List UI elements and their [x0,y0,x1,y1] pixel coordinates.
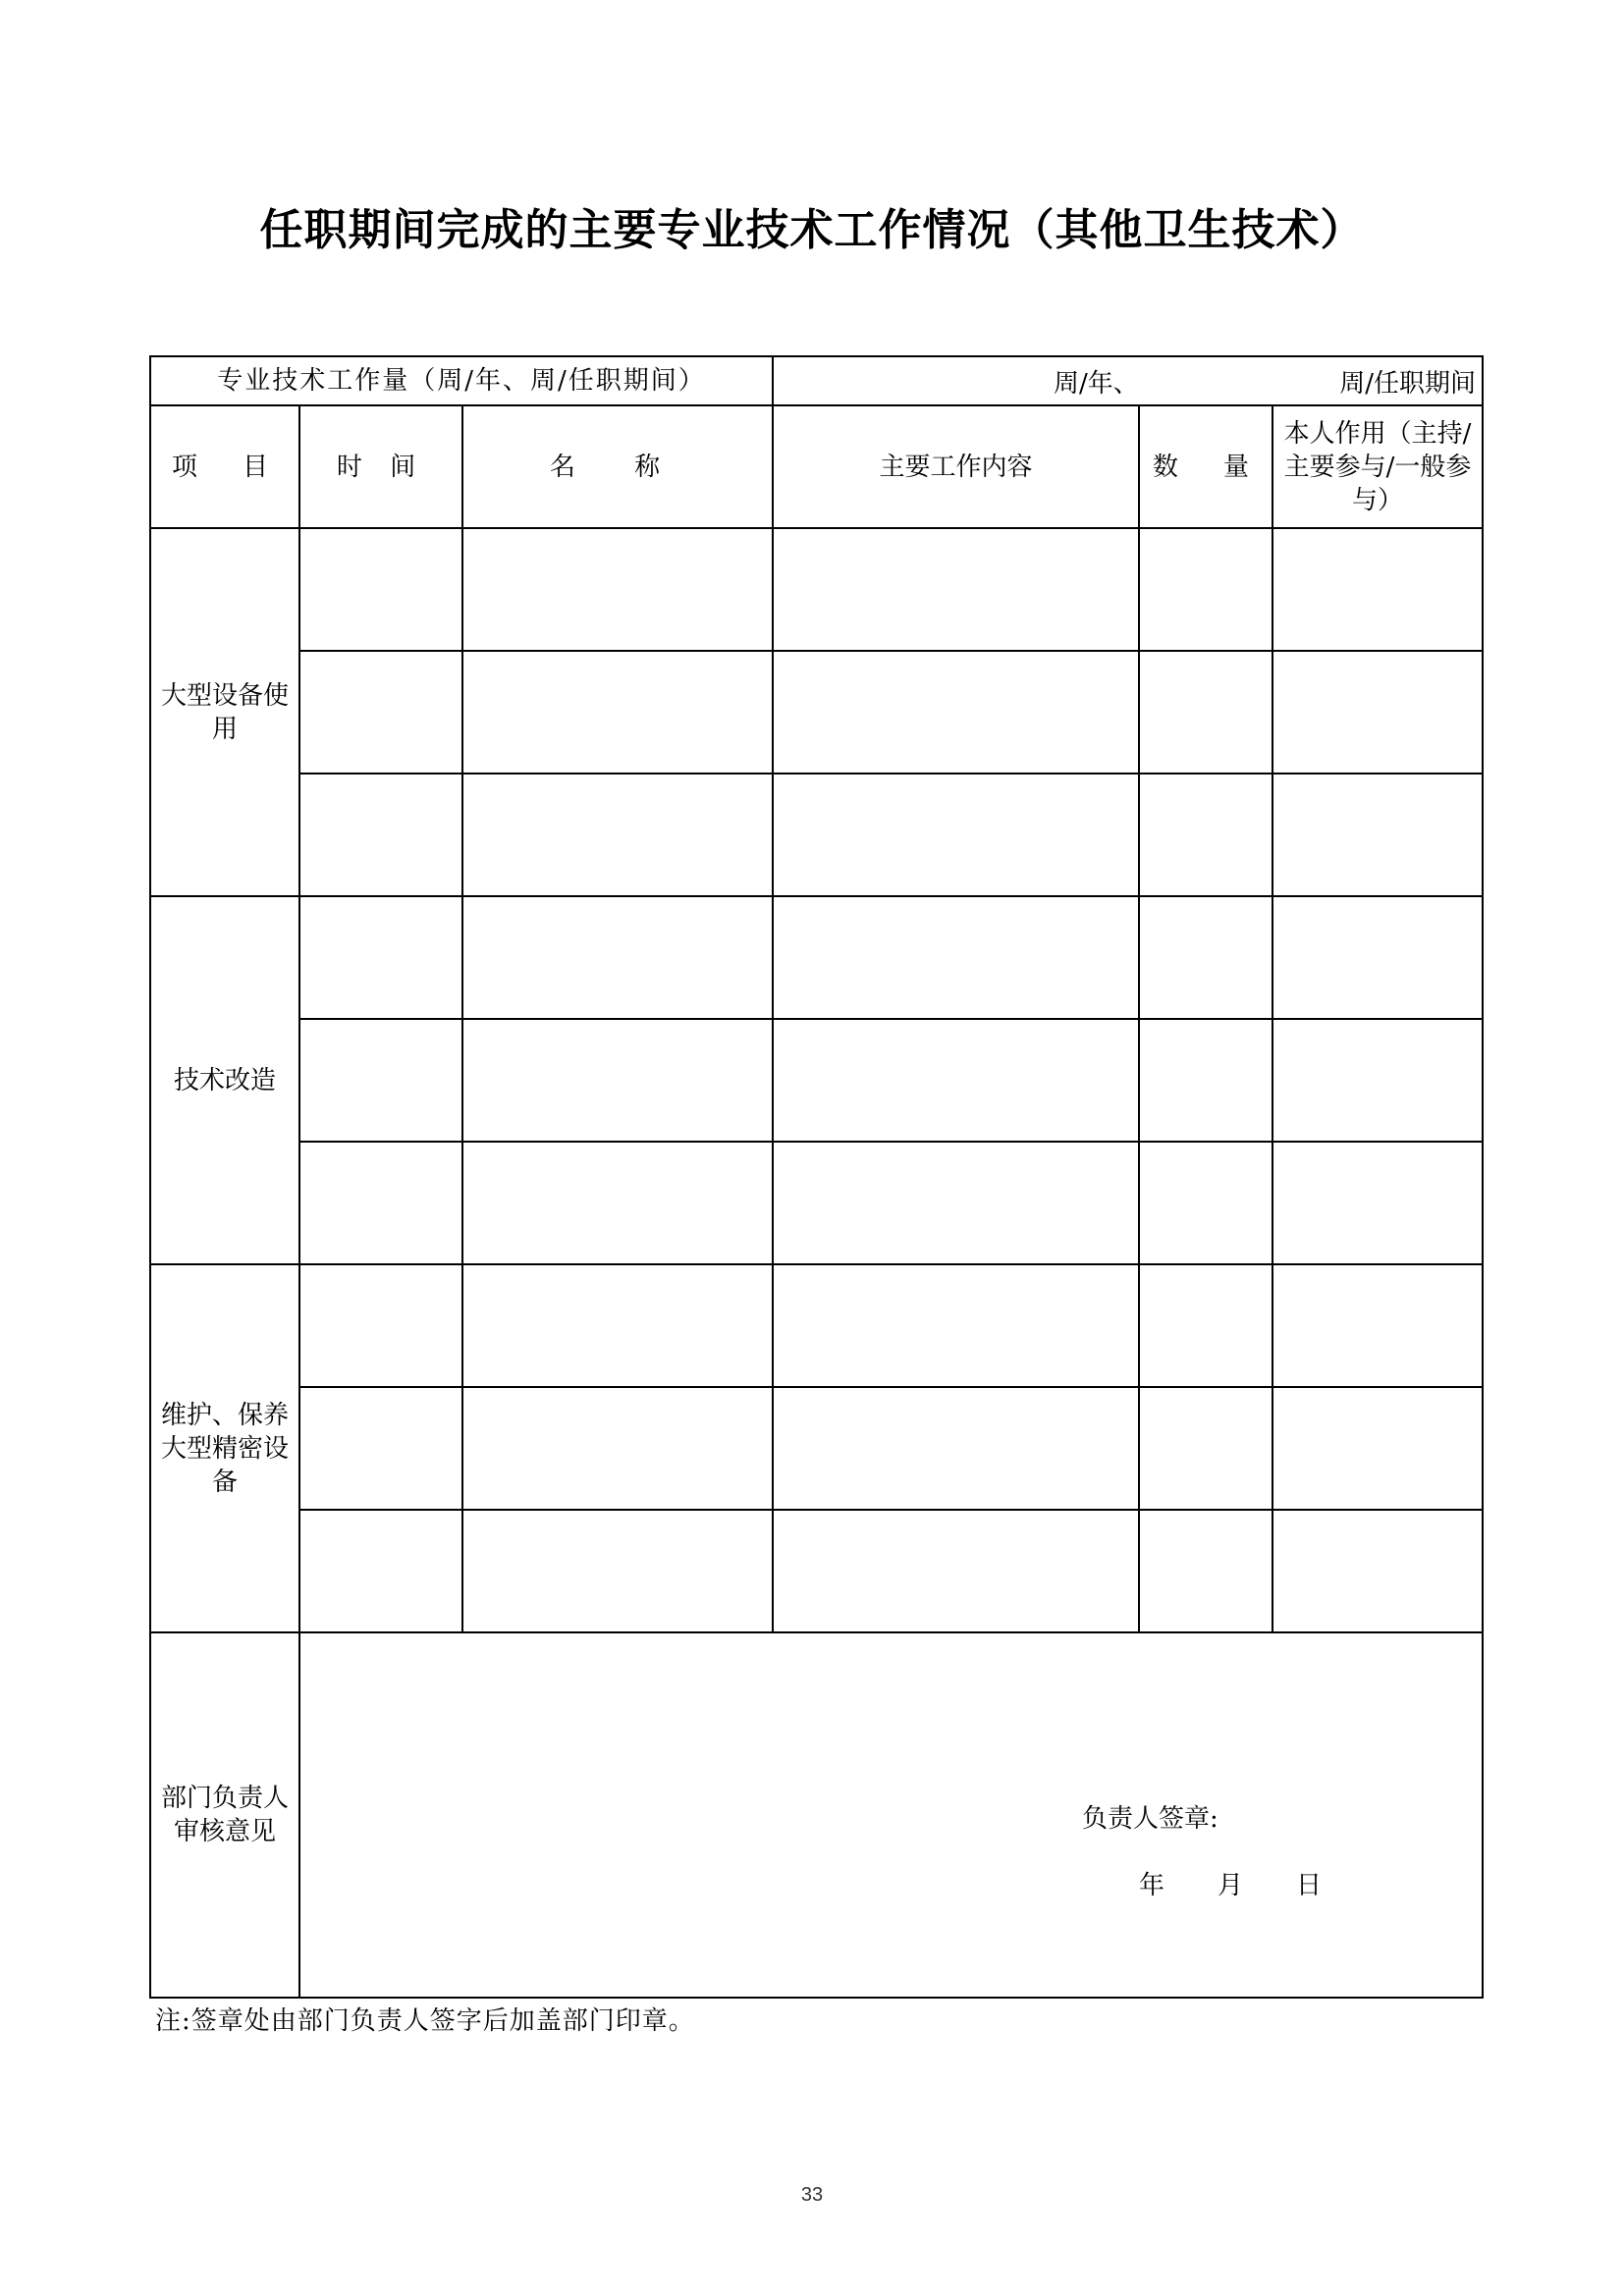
name-cell[interactable] [462,1264,773,1387]
name-cell[interactable] [462,896,773,1019]
role-cell[interactable] [1272,528,1483,651]
date-year: 年 [1139,1871,1165,1900]
time-cell[interactable] [299,1019,462,1142]
page-number: 33 [800,2184,824,2206]
workload-per-term: 周/任职期间 [1339,369,1477,399]
content-cell[interactable] [773,528,1139,651]
role-cell[interactable] [1272,896,1483,1019]
name-cell[interactable] [462,1019,773,1142]
table-row [150,1387,1483,1510]
role-cell[interactable] [1272,651,1483,774]
table-row [150,1142,1483,1264]
time-cell[interactable] [299,774,462,896]
table-row [150,651,1483,774]
work-form-table [149,355,1484,1999]
role-cell[interactable] [1272,1142,1483,1264]
review-opinion-cell[interactable] [299,1632,1483,1998]
content-cell[interactable] [773,1387,1139,1510]
review-row [150,1632,1483,1998]
quantity-cell[interactable] [1139,1387,1272,1510]
quantity-cell[interactable] [1139,896,1272,1019]
section-label-maintenance: 维护、保养大型精密设备 [150,1264,299,1632]
workload-value-cell[interactable] [773,356,1483,405]
quantity-cell[interactable] [1139,528,1272,651]
workload-label: 专业技术工作量（周/年、周/任职期间） [150,356,773,405]
role-cell[interactable] [1272,1510,1483,1632]
content-cell[interactable] [773,896,1139,1019]
header-name: 名 称 [462,405,773,528]
date-day: 日 [1296,1871,1323,1900]
table-row [150,774,1483,896]
name-cell[interactable] [462,774,773,896]
time-cell[interactable] [299,896,462,1019]
role-cell[interactable] [1272,1019,1483,1142]
name-cell[interactable] [462,1142,773,1264]
content-cell[interactable] [773,1019,1139,1142]
name-cell[interactable] [462,1387,773,1510]
name-cell[interactable] [462,1510,773,1632]
role-cell[interactable] [1272,1387,1483,1510]
content-cell[interactable] [773,1142,1139,1264]
time-cell[interactable] [299,1142,462,1264]
content-cell[interactable] [773,1510,1139,1632]
table-row [150,1510,1483,1632]
workload-per-year: 周/年、 [1054,369,1139,399]
content-cell[interactable] [773,651,1139,774]
name-cell[interactable] [462,651,773,774]
header-role: 本人作用（主持/主要参与/一般参与） [1272,405,1483,528]
content-cell[interactable] [773,774,1139,896]
role-cell[interactable] [1272,774,1483,896]
time-cell[interactable] [299,1510,462,1632]
time-cell[interactable] [299,528,462,651]
section-label-tech-improvement: 技术改造 [150,896,299,1264]
column-header-row [150,405,1483,528]
time-cell[interactable] [299,651,462,774]
table-row [150,896,1483,1019]
role-cell[interactable] [1272,1264,1483,1387]
table-row [150,1264,1483,1387]
header-quantity: 数 量 [1139,405,1272,528]
review-label: 部门负责人审核意见 [150,1632,299,1998]
date-month: 月 [1218,1871,1244,1900]
footnote: 注:签章处由部门负责人签字后加盖部门印章。 [155,2006,695,2036]
quantity-cell[interactable] [1139,1019,1272,1142]
content-cell[interactable] [773,1264,1139,1387]
header-time: 时 间 [299,405,462,528]
header-content: 主要工作内容 [773,405,1139,528]
quantity-cell[interactable] [1139,1510,1272,1632]
time-cell[interactable] [299,1387,462,1510]
table-row [150,1019,1483,1142]
workload-row [150,356,1483,405]
signature-label: 负责人签章: [1082,1804,1218,1834]
table-row [150,528,1483,651]
quantity-cell[interactable] [1139,651,1272,774]
name-cell[interactable] [462,528,773,651]
signature-date [1139,1869,1375,1902]
page-title: 任职期间完成的主要专业技术工作情况（其他卫生技术） [259,205,1365,255]
quantity-cell[interactable] [1139,1142,1272,1264]
quantity-cell[interactable] [1139,774,1272,896]
time-cell[interactable] [299,1264,462,1387]
quantity-cell[interactable] [1139,1264,1272,1387]
header-project: 项 目 [150,405,299,528]
section-label-equipment-use: 大型设备使用 [150,528,299,896]
